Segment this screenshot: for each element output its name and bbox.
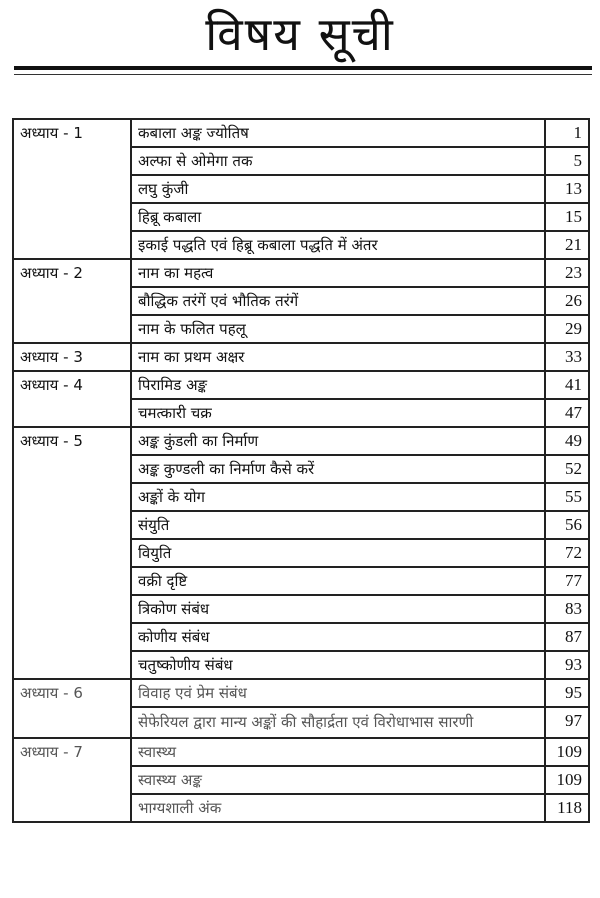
entry-page-number: 52 [545, 455, 589, 483]
entry-page-number: 118 [545, 794, 589, 822]
chapter-label: अध्याय - 1 [13, 119, 131, 259]
entry-page-number: 33 [545, 343, 589, 371]
entry-page-number: 41 [545, 371, 589, 399]
contents-table [12, 118, 590, 823]
entry-page-number: 13 [545, 175, 589, 203]
entry-page-number: 5 [545, 147, 589, 175]
page-title: विषय सूची [205, 7, 395, 61]
entry-title: त्रिकोण संबंध [131, 595, 545, 623]
entry-title: इकाई पद्धति एवं हिब्रू कबाला पद्धति में अंतर [131, 231, 545, 259]
chapter-label: अध्याय - 5 [13, 427, 131, 679]
entry-page-number: 87 [545, 623, 589, 651]
table-row [13, 119, 589, 147]
entry-title: पिरामिड अङ्क [131, 371, 545, 399]
entry-page-number: 109 [545, 766, 589, 794]
table-row [13, 343, 589, 371]
entry-title: चमत्कारी चक्र [131, 399, 545, 427]
entry-page-number: 109 [545, 738, 589, 766]
entry-title: सेफेरियल द्वारा मान्य अङ्कों की सौहार्द्रता एवं विरोधाभास सारणी [131, 707, 545, 738]
chapter-label: अध्याय - 4 [13, 371, 131, 427]
entry-title: नाम का महत्व [131, 259, 545, 287]
entry-title: अङ्कों के योग [131, 483, 545, 511]
entry-title: चतुष्कोणीय संबंध [131, 651, 545, 679]
entry-title: वक्री दृष्टि [131, 567, 545, 595]
entry-title: अङ्क कुण्डली का निर्माण कैसे करें [131, 455, 545, 483]
entry-page-number: 93 [545, 651, 589, 679]
entry-title: हिब्रू कबाला [131, 203, 545, 231]
title-rule-thin [14, 74, 592, 75]
entry-page-number: 56 [545, 511, 589, 539]
entry-title: अल्फा से ओमेगा तक [131, 147, 545, 175]
table-row [13, 427, 589, 455]
entry-title: स्वास्थ्य [131, 738, 545, 766]
chapter-label: अध्याय - 3 [13, 343, 131, 371]
entry-title: अङ्क कुंडली का निर्माण [131, 427, 545, 455]
table-row [13, 679, 589, 707]
entry-title: नाम के फलित पहलू [131, 315, 545, 343]
entry-page-number: 1 [545, 119, 589, 147]
entry-title: विवाह एवं प्रेम संबंध [131, 679, 545, 707]
chapter-label: अध्याय - 2 [13, 259, 131, 343]
entry-title: नाम का प्रथम अक्षर [131, 343, 545, 371]
entry-page-number: 83 [545, 595, 589, 623]
table-row [13, 371, 589, 399]
entry-title: बौद्धिक तरंगें एवं भौतिक तरंगें [131, 287, 545, 315]
title-rule-thick [14, 66, 592, 70]
entry-page-number: 95 [545, 679, 589, 707]
entry-page-number: 47 [545, 399, 589, 427]
chapter-label: अध्याय - 6 [13, 679, 131, 738]
entry-page-number: 29 [545, 315, 589, 343]
table-row [13, 738, 589, 766]
entry-page-number: 15 [545, 203, 589, 231]
entry-title: स्वास्थ्य अङ्क [131, 766, 545, 794]
entry-page-number: 97 [545, 707, 589, 738]
entry-title: वियुति [131, 539, 545, 567]
entry-page-number: 21 [545, 231, 589, 259]
table-row [13, 259, 589, 287]
entry-page-number: 55 [545, 483, 589, 511]
entry-page-number: 23 [545, 259, 589, 287]
entry-page-number: 49 [545, 427, 589, 455]
entry-title: संयुति [131, 511, 545, 539]
entry-title: भाग्यशाली अंक [131, 794, 545, 822]
entry-title: कोणीय संबंध [131, 623, 545, 651]
entry-page-number: 77 [545, 567, 589, 595]
entry-page-number: 26 [545, 287, 589, 315]
chapter-label: अध्याय - 7 [13, 738, 131, 822]
entry-title: कबाला अङ्क ज्योतिष [131, 119, 545, 147]
entry-title: लघु कुंजी [131, 175, 545, 203]
entry-page-number: 72 [545, 539, 589, 567]
